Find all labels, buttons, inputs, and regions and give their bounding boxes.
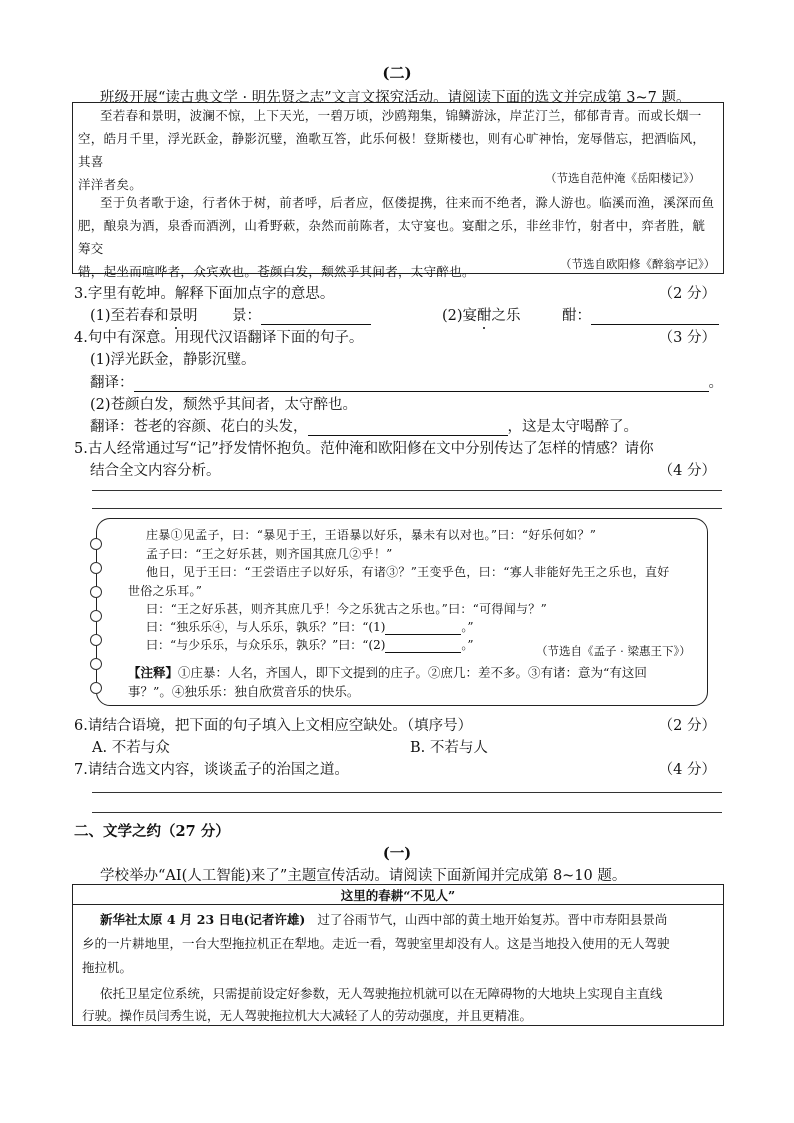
dotted-char: 景	[168, 308, 184, 324]
source-citation: （节选自欧阳修《醉翁亭记》）	[560, 257, 716, 271]
annotation-line-2: 事？”。④独乐乐：独自欣赏音乐的快乐。	[128, 684, 360, 699]
question-6-stem: 6.请结合语境，把下面的句子填入上文相应空缺处。（填序号）	[74, 718, 473, 734]
passage-line: 孟子曰：“王之好乐甚，则齐国其庶几②乎！”	[146, 546, 393, 561]
subsection-heading: (一)	[382, 845, 412, 862]
ring-icon	[90, 682, 102, 694]
passage-line: 曰：“与少乐乐，与众乐乐，孰乐？”曰：“(2)	[146, 638, 386, 652]
item-text: 。	[708, 375, 723, 391]
passage-line: 肥，酿泉为酒，泉香而酒洌，山肴野蔌，杂然而前陈者，太守宴也。宴酣之乐，非丝非竹，射者中，弈者胜，觥筹交	[78, 218, 706, 256]
question-5-score: （4 分）	[658, 463, 716, 479]
passage-line: 洋洋者矣。	[78, 177, 143, 192]
ring-icon	[90, 610, 102, 622]
item-text: (1)至若春和	[90, 308, 169, 324]
item-text: 明	[183, 308, 198, 324]
news-paragraph-2-line-1: 依托卫星定位系统，只需提前设定好参数，无人驾驶拖拉机就可以在无障碍物的大地块上实现自主直线	[100, 986, 663, 1001]
answer-line[interactable]	[92, 812, 722, 813]
question-3-stem: 3.字里有乾坤。解释下面加点字的意思。	[74, 286, 335, 302]
item-text: ，这是太守喝醉了。	[507, 419, 638, 435]
question-3-item-1	[90, 304, 198, 325]
passage-line: 空，皓月千里，浮光跃金，静影沉璧，渔歌互答，此乐何极！登斯楼也，则有心旷神怡，宠辱偕忘，把酒临风，其喜	[78, 131, 706, 169]
item-text: (2)宴	[442, 308, 478, 324]
question-7-stem: 7.请结合选文内容，谈谈孟子的治国之道。	[74, 762, 349, 778]
annotation-line-1	[128, 663, 647, 681]
source-citation: （节选自《孟子 · 梁惠王下》）	[536, 644, 691, 658]
question-3-label-2	[562, 304, 719, 325]
question-4-item-2: (2)苍颜白发，颓然乎其间者，太守醉也。	[90, 397, 358, 413]
answer-blank[interactable]	[308, 421, 508, 436]
ring-icon	[90, 586, 102, 598]
question-4-answer-1	[90, 371, 723, 392]
answer-blank[interactable]	[385, 640, 461, 653]
item-text: 之乐	[491, 308, 521, 324]
passage-mencius	[128, 526, 696, 619]
ring-icon	[90, 538, 102, 550]
news-paragraph-1-line-1	[100, 910, 667, 928]
answer-line[interactable]	[92, 508, 722, 509]
news-paragraph-1-line-2: 乡的一片耕地里，一台大型拖拉机正在犁地。走近一看，驾驶室里却没有人。这是当地投入使用的无人驾驶	[82, 936, 670, 951]
item-label: 景：	[232, 308, 261, 324]
news-paragraph-1-line-3: 拖拉机。	[82, 960, 133, 975]
part-2-heading: 二、文学之约（27 分）	[74, 823, 230, 840]
question-3-score: （2 分）	[658, 286, 716, 302]
question-4-item-1: (1)浮光跃金，静影沉璧。	[90, 352, 256, 368]
answer-blank[interactable]	[385, 622, 461, 635]
answer-line[interactable]	[92, 792, 722, 793]
item-text: 。”	[461, 638, 474, 652]
ring-icon	[90, 658, 102, 670]
item-label: 翻译：苍老的容颜、花白的头发，	[90, 419, 308, 435]
ring-icon	[90, 634, 102, 646]
question-4-score: （3 分）	[658, 330, 716, 346]
passage-line: 错，起坐而喧哗者，众宾欢也。苍颜白发，颓然乎其间者，太守醉也。	[78, 264, 475, 279]
question-4-stem: 4.句中有深意。用现代汉语翻译下面的句子。	[74, 330, 364, 346]
passage-line: 至于负者歌于途，行者休于树，前者呼，后者应，伛偻提携，往来而不绝者，滁人游也。临溪而渔，溪深而鱼	[100, 195, 715, 210]
news-box	[72, 884, 724, 1026]
news-paragraph-2-line-2: 行驶。操作员闫秀生说，无人驾驶拖拉机大大减轻了人的劳动强度，并且更精准。	[82, 1008, 533, 1023]
section-heading: (二)	[382, 64, 412, 82]
passage-line-blank-1	[146, 618, 474, 635]
question-7-score: （4 分）	[658, 762, 716, 778]
question-3-item-2	[442, 304, 521, 325]
annotation-text: ①庄暴：人名，齐国人，即下文提到的庄子。②庶几：差不多。③有诸：意为“有这回	[178, 665, 647, 680]
ring-icon	[90, 562, 102, 574]
item-label: 酣：	[562, 308, 591, 324]
news-title-divider	[72, 904, 724, 905]
source-citation: （节选自范仲淹《岳阳楼记》）	[545, 171, 701, 185]
passage-line: 曰：“独乐乐④，与人乐乐，孰乐？”曰：“(1)	[146, 620, 386, 634]
answer-line[interactable]	[92, 490, 722, 491]
question-4-answer-2	[90, 415, 638, 436]
option-b[interactable]: B. 不若与人	[410, 740, 488, 756]
dotted-char: 酣	[477, 308, 492, 324]
passage-line: 世俗之乐耳。”	[128, 583, 203, 598]
news-text: 过了谷雨节气，山西中部的黄土地开始复苏。晋中市寿阳县景尚	[317, 912, 668, 927]
passage-line: 他日，见于王曰：“王尝语庄子以好乐，有诸③？”王变乎色，曰：“寡人非能好先王之乐也，直好	[146, 565, 670, 579]
section-intro: 班级开展“读古典文学 · 明先贤之志”文言文探究活动。请阅读下面的选文并完成第 3~7 题。	[100, 90, 691, 106]
answer-blank[interactable]	[261, 310, 371, 325]
annotation-label: 【注释】	[128, 665, 179, 680]
option-a[interactable]: A. 不若与众	[92, 740, 170, 756]
news-title: 这里的春耕“不见人”	[340, 888, 456, 903]
passage-line-blank-2	[146, 636, 474, 653]
item-text: 。”	[461, 620, 474, 634]
passage-line: 至若春和景明，波澜不惊，上下天光，一碧万顷，沙鸥翔集，锦鳞游泳，岸芷汀兰，郁郁青青。而或长烟一	[100, 108, 702, 123]
question-3-label-1	[232, 304, 371, 325]
passage-line: 庄暴①见孟子，曰：“暴见于王，王语暴以好乐，暴未有以对也。”曰：“好乐何如？”	[146, 528, 597, 542]
answer-blank[interactable]	[591, 310, 719, 325]
question-5-line-1: 5.古人经常通过写“记”抒发情怀抱负。范仲淹和欧阳修在文中分别传达了怎样的情感？请你	[74, 441, 654, 457]
part-2-intro: 学校举办“AI(人工智能)来了”主题宣传活动。请阅读下面新闻并完成第 8~10 题。	[100, 868, 627, 884]
question-6-score: （2 分）	[658, 718, 716, 734]
question-5-line-2: 结合全文内容分析。	[90, 463, 221, 479]
passage-line: 曰：“王之好乐甚，则齐其庶几乎！今之乐犹古之乐也。”曰：“可得闻与？”	[146, 602, 548, 616]
answer-blank[interactable]	[134, 377, 709, 392]
item-label: 翻译：	[90, 375, 134, 391]
news-dateline: 新华社太原 4 月 23 日电(记者许雄)	[100, 912, 306, 927]
